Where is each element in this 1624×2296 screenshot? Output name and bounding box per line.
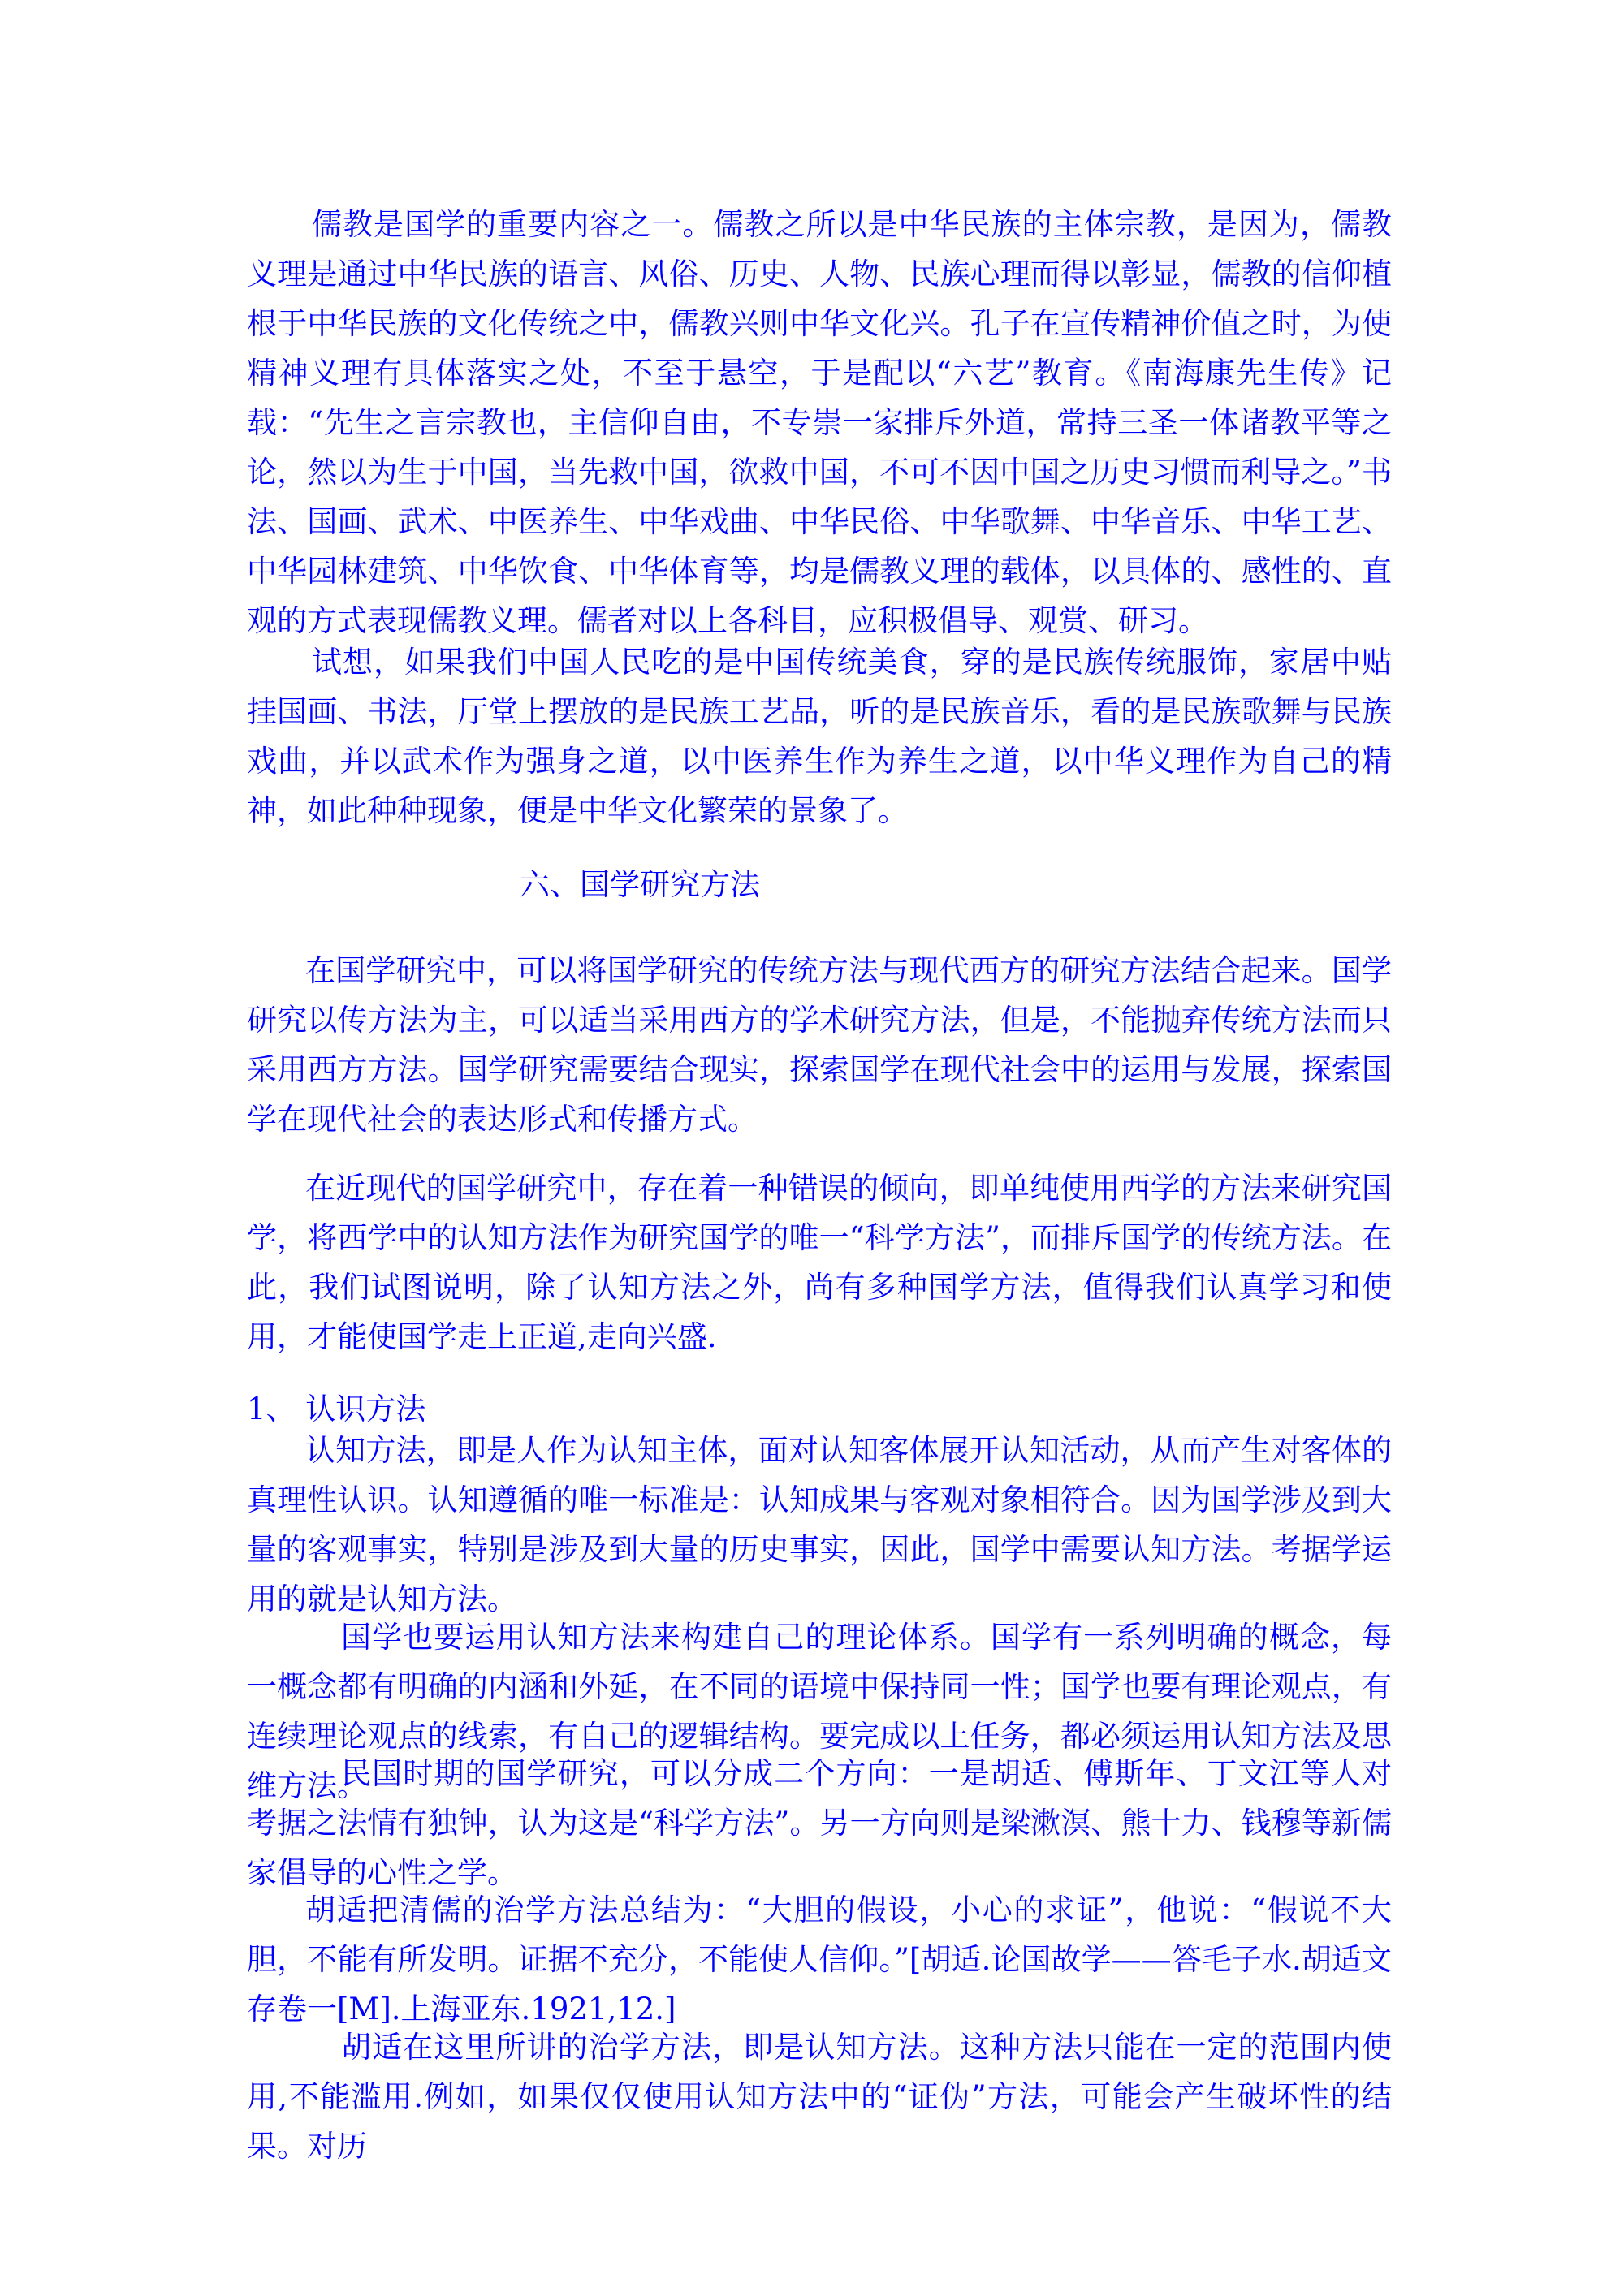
section-heading: 六、国学研究方法 <box>520 867 760 902</box>
paragraph-imagine: 试想，如果我们中国人民吃的是中国传统美食，穿的是民族传统服饰，家居中贴挂国画、书法，厅堂上摆放的是民族工艺品，听的是民族音乐，看的是民族歌舞与民族戏曲，并以武术作为强身之道，以中医养生作为养生之道，以中华义理作为自己的精神，如此种种现象，便是中华文化繁荣的景象了。 <box>247 645 1392 828</box>
paragraph-confucianism: 儒教是国学的重要内容之一。儒教之所以是中华民族的主体宗教，是因为，儒教义理是通过中华民族的语言、风俗、历史、人物、民族心理而得以彰显，儒教的信仰植根于中华民族的文化传统之中，儒教兴则中华文化兴。孔子在宣传精神价值之时，为使精神义理有具体落实之处，不至于悬空，于是配以“六艺”教育。《南海康先生传》记载：“先生之言宗教也，主信仰自由，不专崇一家排斥外道，常持三圣一体诸教平等之论，然以为生于中国，当先救中国，欲救中国，不可不因中国之历史习惯而利导之。”书法、国画、武术、中医养生、中华戏曲、中华民俗、中华歌舞、中华音乐、中华工艺、中华园林建筑、中华饮食、中华体育等，均是儒教义理的载体，以具体的、感性的、直观的方式表现儒教义理。儒者对以上各科目，应积极倡导、观赏、研习。 <box>247 207 1392 638</box>
paragraph-theory-system: 国学也要运用认知方法来构建自己的理论体系。国学有一系列明确的概念，每一概念都有明确的内涵和外延，在不同的语境中保持同一性；国学也要有理论观点，有连续理论观点的线索，有自己的逻辑结构。要完成以上任务，都必须运用认知方法及思维方法。 <box>247 1620 1392 1803</box>
paragraph-modern-research: 在近现代的国学研究中，存在着一种错误的倾向，即单纯使用西学的方法来研究国学，将西学中的认知方法作为研究国学的唯一“科学方法”，而排斥国学的传统方法。在此，我们试图说明，除了认知方法之外，尚有多种国学方法，值得我们认真学习和使用，才能使国学走上正道,走向兴盛. <box>247 1171 1392 1354</box>
paragraph-cognitive-method: 认知方法，即是人作为认知主体，面对认知客体展开认知活动，从而产生对客体的真理性认识。认知遵循的唯一标准是：认知成果与客观对象相符合。因为国学涉及到大量的客观事实，特别是涉及到大量的历史事实，因此，国学中需要认知方法。考据学运用的就是认知方法。 <box>247 1433 1392 1616</box>
paragraph-research-methods: 在国学研究中，可以将国学研究的传统方法与现代西方的研究方法结合起来。国学研究以传方法为主，可以适当采用西方的学术研究方法，但是，不能抛弃传统方法而只采用西方方法。国学研究需要结合现实，探索国学在现代社会中的运用与发展，探索国学在现代社会的表达形式和传播方式。 <box>247 953 1392 1137</box>
paragraph-republic-era: 民国时期的国学研究，可以分成二个方向：一是胡适、傅斯年、丁文江等人对考据之法情有独钟，认为这是“科学方法”。另一方向则是梁漱溟、熊十力、钱穆等新儒家倡导的心性之学。 <box>247 1756 1392 1890</box>
paragraph-hu-shi-method: 胡适在这里所讲的治学方法，即是认知方法。这种方法只能在一定的范围内使用,不能滥用.例如，如果仅仅使用认知方法中的“证伪”方法，可能会产生破坏性的结果。对历 <box>247 2030 1392 2164</box>
subsection-heading: 1、 认识方法 <box>247 1392 426 1426</box>
paragraph-hu-shi-quote: 胡适把清儒的治学方法总结为：“大胆的假设，小心的求证”，他说：“假说不大胆，不能有所发明。证据不充分，不能使人信仰。”[胡适.论国故学——答毛子水.胡适文存卷一[M].上海亚东.1921,12.] <box>247 1892 1392 2026</box>
